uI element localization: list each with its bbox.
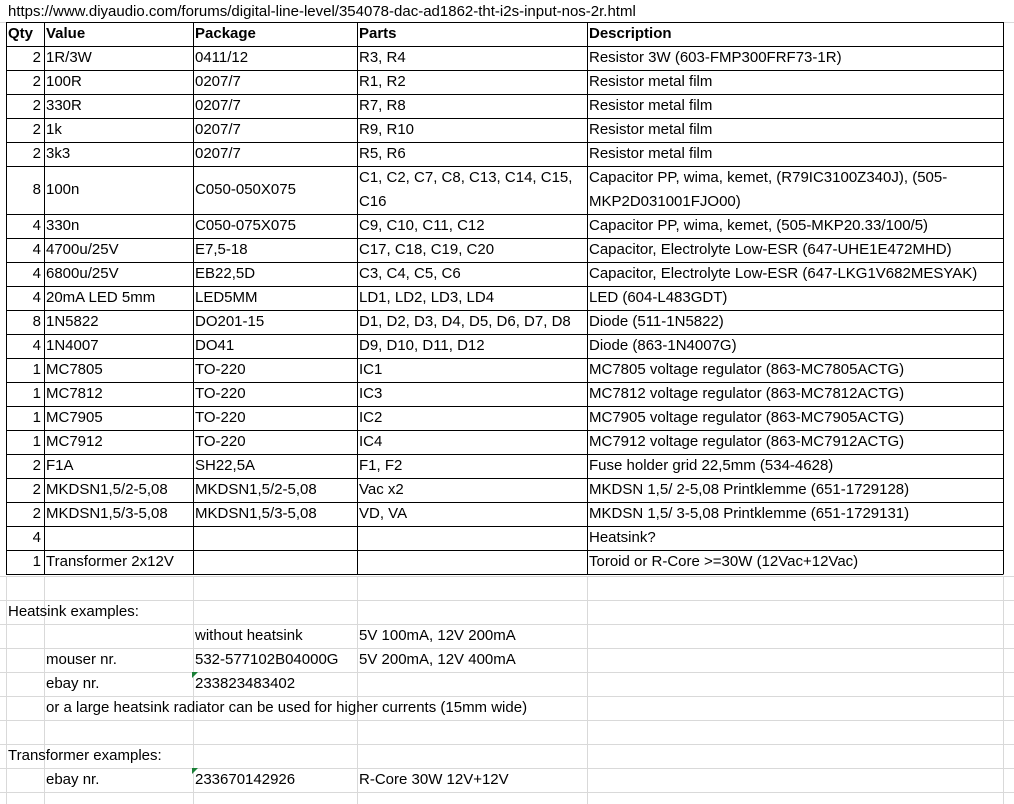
value-cell[interactable]: 330R [46,97,82,114]
table-row [6,478,1003,502]
heatsink-footnote[interactable]: or a large heatsink radiator can be used for higher currents (15mm wide) [46,699,528,716]
parts-cell[interactable]: R7, R8 [359,97,406,114]
description-cell[interactable]: MC7905 voltage regulator (863-MC7905ACTG) [589,409,905,426]
table-row [6,214,1003,238]
table-row [6,262,1003,286]
package-cell[interactable]: DO201-15 [195,313,265,330]
table-row [6,166,1003,214]
package-cell[interactable]: LED5MM [195,289,258,306]
heatsink-label-3[interactable]: ebay nr. [46,675,100,692]
table-header-row [6,22,1003,46]
qty-cell[interactable]: 4 [32,241,41,258]
value-cell[interactable]: 1R/3W [46,49,92,66]
parts-cell[interactable]: IC2 [359,409,383,426]
transformer-value[interactable]: 233670142926 [195,771,296,788]
package-cell[interactable]: TO-220 [195,385,246,402]
qty-cell[interactable]: 1 [32,553,41,570]
description-cell[interactable]: MKDSN 1,5/ 3-5,08 Printklemme (651-1729131) [589,505,910,522]
value-cell[interactable]: 100n [46,181,80,198]
table-row [6,454,1003,478]
qty-cell[interactable]: 2 [32,73,41,90]
package-cell[interactable]: 0207/7 [195,145,241,162]
qty-cell[interactable]: 1 [32,385,41,402]
parts-cell[interactable]: D1, D2, D3, D4, D5, D6, D7, D8 [359,313,571,330]
value-cell[interactable]: Transformer 2x12V [46,553,174,570]
description-cell[interactable]: MC7805 voltage regulator (863-MC7805ACTG) [589,361,905,378]
parts-cell[interactable] [357,550,587,574]
table-row [6,70,1003,94]
qty-cell[interactable]: 4 [32,265,41,282]
package-cell[interactable]: MKDSN1,5/3-5,08 [195,505,317,522]
qty-cell[interactable]: 8 [32,313,41,330]
transformer-title[interactable]: Transformer examples: [8,747,162,764]
description-cell[interactable]: Resistor metal film [589,73,713,90]
parts-cell[interactable]: R1, R2 [359,73,406,90]
description-cell[interactable]: Capacitor PP, wima, kemet, (R79IC3100Z340J), (505-MKP2D031001FJO00) [589,169,948,210]
table-row [6,430,1003,454]
qty-cell[interactable]: 1 [32,409,41,426]
header-qty[interactable]: Qty [8,25,34,42]
value-cell[interactable]: 6800u/25V [46,265,119,282]
value-cell[interactable]: MC7905 [46,409,103,426]
parts-cell[interactable]: VD, VA [359,505,408,522]
value-cell[interactable]: 330n [46,217,80,234]
package-cell[interactable]: E7,5-18 [195,241,248,258]
heatsink-note-1[interactable]: 5V 100mA, 12V 200mA [359,627,516,644]
parts-cell[interactable]: LD1, LD2, LD3, LD4 [359,289,495,306]
package-cell[interactable]: TO-220 [195,409,246,426]
table-row [6,406,1003,430]
value-cell[interactable]: 100R [46,73,82,90]
package-cell[interactable]: 0207/7 [195,97,241,114]
heatsink-label-2[interactable]: mouser nr. [46,651,117,668]
value-cell[interactable]: 1k [46,121,62,138]
header-value[interactable]: Value [46,25,86,42]
parts-cell[interactable]: D9, D10, D11, D12 [359,337,485,354]
table-row [6,118,1003,142]
qty-cell[interactable]: 4 [32,337,41,354]
header-description[interactable]: Description [589,25,672,42]
parts-cell[interactable]: R5, R6 [359,145,406,162]
table-row [6,142,1003,166]
comment-marker-icon [192,768,198,774]
parts-cell[interactable]: C9, C10, C11, C12 [359,217,485,234]
value-cell[interactable] [44,526,193,550]
package-cell[interactable]: TO-220 [195,361,246,378]
comment-marker-icon [192,672,198,678]
table-row [6,382,1003,406]
value-cell[interactable]: 1N5822 [46,313,99,330]
qty-cell[interactable]: 4 [32,529,41,546]
table-row [6,358,1003,382]
qty-cell[interactable]: 8 [32,181,41,198]
description-cell[interactable]: Heatsink? [589,529,656,546]
package-cell[interactable]: C050-050X075 [195,181,296,198]
parts-cell[interactable]: C17, C18, C19, C20 [359,241,495,258]
table-row [6,334,1003,358]
transformer-label[interactable]: ebay nr. [46,771,100,788]
heatsink-value-2[interactable]: 532-577102B04000G [195,651,339,668]
qty-cell[interactable]: 2 [32,49,41,66]
description-cell[interactable]: Resistor metal film [589,145,713,162]
table-row [6,310,1003,334]
heatsink-title[interactable]: Heatsink examples: [8,603,139,620]
parts-cell[interactable]: R3, R4 [359,49,406,66]
table-row [6,238,1003,262]
value-cell[interactable]: 3k3 [46,145,71,162]
parts-cell[interactable]: R9, R10 [359,121,415,138]
qty-cell[interactable]: 1 [32,433,41,450]
description-cell[interactable]: Capacitor, Electrolyte Low-ESR (647-UHE1E472MHD) [589,241,952,258]
qty-cell[interactable]: 4 [32,289,41,306]
description-cell[interactable]: Diode (863-1N4007G) [589,337,737,354]
table-row [6,286,1003,310]
parts-cell[interactable]: C1, C2, C7, C8, C13, C14, C15, C16 [359,169,573,210]
table-row [6,502,1003,526]
qty-cell[interactable]: 2 [32,505,41,522]
description-cell[interactable]: Capacitor PP, wima, kemet, (505-MKP20.33/100/5) [589,217,929,234]
parts-cell[interactable]: IC1 [359,361,383,378]
description-cell[interactable]: MC7812 voltage regulator (863-MC7812ACTG) [589,385,905,402]
value-cell[interactable]: MC7812 [46,385,103,402]
value-cell[interactable]: MC7805 [46,361,103,378]
package-cell[interactable]: MKDSN1,5/2-5,08 [195,481,317,498]
package-cell[interactable] [193,550,357,574]
description-cell[interactable]: Diode (511-1N5822) [589,313,724,330]
qty-cell[interactable]: 2 [32,457,41,474]
qty-cell[interactable]: 1 [32,361,41,378]
qty-cell[interactable]: 2 [32,121,41,138]
package-cell[interactable] [193,526,357,550]
description-cell[interactable]: Fuse holder grid 22,5mm (534-4628) [589,457,834,474]
heatsink-note-2[interactable]: 5V 200mA, 12V 400mA [359,651,516,668]
table-row [6,526,1003,550]
heatsink-value-3[interactable]: 233823483402 [195,675,296,692]
table-row [6,46,1003,70]
url-cell[interactable]: https://www.diyaudio.com/forums/digital-line-level/354078-dac-ad1862-tht-i2s-input-nos-2r.html [8,3,636,20]
parts-cell[interactable]: IC4 [359,433,383,450]
header-package[interactable]: Package [195,25,256,42]
qty-cell[interactable]: 2 [32,97,41,114]
description-cell[interactable]: Resistor 3W (603-FMP300FRF73-1R) [589,49,842,66]
package-cell[interactable]: SH22,5A [195,457,256,474]
qty-cell[interactable]: 2 [32,481,41,498]
heatsink-value-1[interactable]: without heatsink [195,627,303,644]
description-cell[interactable]: Resistor metal film [589,97,713,114]
value-cell[interactable]: 1N4007 [46,337,99,354]
parts-cell[interactable]: IC3 [359,385,383,402]
package-cell[interactable]: TO-220 [195,433,246,450]
package-cell[interactable]: DO41 [195,337,235,354]
table-row [6,550,1003,574]
header-parts[interactable]: Parts [359,25,397,42]
description-cell[interactable]: Capacitor, Electrolyte Low-ESR (647-LKG1V682MESYAK) [589,265,978,282]
table-row [6,94,1003,118]
parts-cell[interactable] [357,526,587,550]
package-cell[interactable]: EB22,5D [195,265,256,282]
value-cell[interactable]: F1A [46,457,74,474]
package-cell[interactable]: 0207/7 [195,121,241,138]
value-cell[interactable]: MC7912 [46,433,103,450]
qty-cell[interactable]: 4 [32,217,41,234]
parts-cell[interactable]: Vac x2 [359,481,404,498]
description-cell[interactable]: MKDSN 1,5/ 2-5,08 Printklemme (651-1729128) [589,481,910,498]
value-cell[interactable]: MKDSN1,5/2-5,08 [46,481,168,498]
value-cell[interactable]: MKDSN1,5/3-5,08 [46,505,168,522]
qty-cell[interactable]: 2 [32,145,41,162]
parts-cell[interactable]: C3, C4, C5, C6 [359,265,461,282]
description-cell[interactable]: Toroid or R-Core >=30W (12Vac+12Vac) [589,553,859,570]
package-cell[interactable]: 0207/7 [195,73,241,90]
value-cell[interactable]: 4700u/25V [46,241,119,258]
package-cell[interactable]: C050-075X075 [195,217,296,234]
description-cell[interactable]: LED (604-L483GDT) [589,289,728,306]
transformer-note[interactable]: R-Core 30W 12V+12V [359,771,509,788]
description-cell[interactable]: Resistor metal film [589,121,713,138]
description-cell[interactable]: MC7912 voltage regulator (863-MC7912ACTG) [589,433,905,450]
value-cell[interactable]: 20mA LED 5mm [46,289,156,306]
parts-cell[interactable]: F1, F2 [359,457,403,474]
package-cell[interactable]: 0411/12 [195,49,249,66]
